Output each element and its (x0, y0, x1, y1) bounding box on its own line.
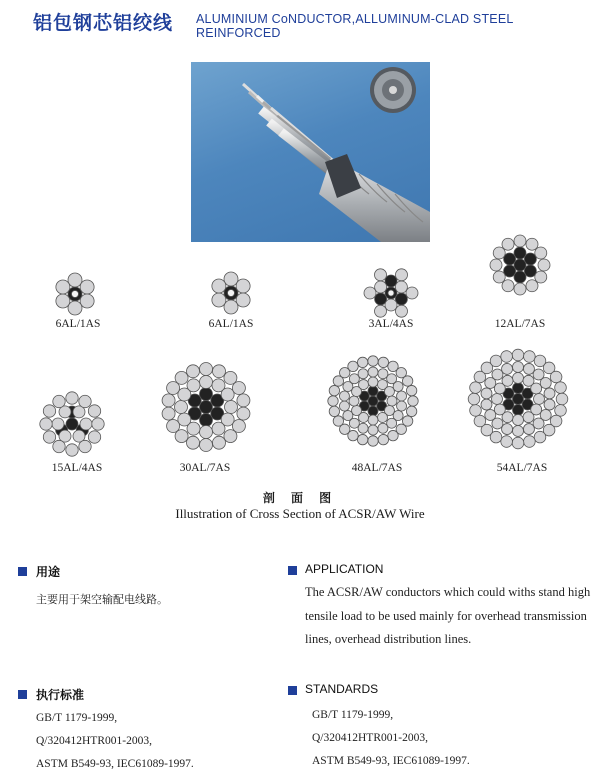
cross-section-title-cn: 剖 面 图 (262, 491, 338, 505)
aluminium-wire (526, 238, 538, 250)
aluminium-wire (237, 407, 250, 420)
aluminium-wire (490, 355, 502, 367)
aluminium-wire (378, 412, 388, 422)
aluminium-wire (349, 374, 359, 384)
aluminium-wire (538, 259, 550, 271)
steel-wire (395, 293, 407, 305)
aluminium-wire (187, 436, 200, 449)
aluminium-wire (378, 369, 388, 379)
steel-wire (524, 253, 536, 265)
title-english: ALUMINIUM CoNDUCTOR,ALLUMINUM-CLAD STEEL REINFORCED (196, 12, 514, 40)
aluminium-wire (523, 424, 534, 435)
aluminium-wire (339, 401, 349, 411)
aluminium-wire (393, 382, 403, 392)
aluminium-wire (162, 407, 175, 420)
aluminium-wire (368, 377, 378, 387)
aluminium-wire (358, 369, 368, 379)
aluminium-wire (40, 418, 52, 430)
aluminium-wire (53, 395, 65, 407)
aluminium-wire (364, 287, 376, 299)
aluminium-wire (388, 430, 398, 440)
aluminium-wire (187, 379, 200, 392)
aluminium-wire (406, 385, 416, 395)
aluminium-wire (368, 367, 378, 377)
aluminium-wire (88, 405, 100, 417)
aluminium-wire (212, 422, 225, 435)
aluminium-wire (43, 405, 55, 417)
cross-section-inset-icon (369, 66, 417, 114)
steel-wire (504, 253, 516, 265)
steel-wire-highlight (228, 290, 235, 297)
aluminium-wire (378, 357, 388, 367)
steel-wire-highlight (72, 291, 79, 298)
aluminium-wire (502, 238, 514, 250)
aluminium-wire (481, 399, 492, 410)
aluminium-wire (481, 388, 492, 399)
aluminium-wire (66, 444, 78, 456)
aluminium-wire (468, 393, 480, 405)
steel-wire (513, 394, 524, 405)
standards-heading-cn: 执行标准 (36, 688, 85, 702)
aluminium-wire (80, 418, 92, 430)
cross-section-label: 15AL/4AS (51, 462, 103, 474)
aluminium-wire (512, 437, 524, 449)
steel-wire (514, 271, 526, 283)
standard-line: GB/T 1179-1999, (312, 709, 394, 721)
steel-wire (513, 383, 524, 394)
aluminium-wire (534, 431, 546, 443)
cross-section-label: 6AL/1AS (208, 318, 254, 330)
aluminium-wire (396, 269, 408, 281)
aluminium-wire (224, 272, 238, 286)
aluminium-wire (329, 406, 339, 416)
cross-section-label: 48AL/7AS (351, 462, 403, 474)
aluminium-wire (494, 404, 505, 415)
aluminium-wire (470, 405, 482, 417)
aluminium-wire (387, 396, 397, 406)
aluminium-wire (328, 396, 338, 406)
aluminium-wire (385, 299, 397, 311)
aluminium-wire (514, 283, 526, 295)
cross-section-label: 12AL/7AS (494, 318, 546, 330)
steel-wire (385, 275, 397, 287)
aluminium-wire (368, 415, 378, 425)
aluminium-wire (544, 399, 555, 410)
aluminium-wire (68, 273, 82, 287)
aluminium-wire (535, 271, 547, 283)
aluminium-wire (533, 418, 544, 429)
aluminium-wire (375, 305, 387, 317)
aluminium-wire (349, 396, 359, 406)
steel-wire (504, 265, 516, 277)
aluminium-wire (493, 271, 505, 283)
aluminium-wire (524, 436, 536, 448)
aluminium-wire (555, 405, 567, 417)
cross-section-diagrams (0, 225, 600, 495)
aluminium-wire (397, 391, 407, 401)
steel-wire (514, 259, 526, 271)
aluminium-wire (485, 410, 496, 421)
aluminium-wire (531, 383, 542, 394)
standard-line: GB/T 1179-1999, (36, 712, 118, 724)
aluminium-wire (501, 436, 513, 448)
steel-wire (200, 414, 213, 427)
aluminium-wire (544, 388, 555, 399)
bullet-square-icon (18, 690, 27, 699)
aluminium-wire (212, 436, 225, 449)
aluminium-wire (514, 235, 526, 247)
aluminium-wire (359, 380, 369, 390)
aluminium-wire (212, 365, 225, 378)
aluminium-wire (92, 418, 104, 430)
aluminium-wire (43, 431, 55, 443)
aluminium-wire (470, 382, 482, 394)
aluminium-wire (492, 394, 503, 405)
steel-wire (200, 401, 213, 414)
cross-section-label: 54AL/7AS (496, 462, 548, 474)
aluminium-wire (56, 294, 70, 308)
aluminium-wire (513, 415, 524, 426)
aluminium-wire (200, 426, 213, 439)
standard-line: Q/320412HTR001-2003, (36, 735, 152, 747)
aluminium-wire (502, 280, 514, 292)
aluminium-wire (79, 440, 91, 452)
aluminium-wire (212, 279, 226, 293)
aluminium-wire (397, 401, 407, 411)
aluminium-wire (368, 356, 378, 366)
aluminium-wire (502, 424, 513, 435)
aluminium-wire (402, 376, 412, 386)
aluminium-wire (395, 281, 407, 293)
aluminium-wire (523, 412, 534, 423)
aluminium-wire (167, 420, 180, 433)
aluminium-wire (535, 247, 547, 259)
aluminium-wire (175, 371, 188, 384)
aluminium-wire (79, 395, 91, 407)
aluminium-wire (200, 363, 213, 376)
aluminium-wire (501, 351, 513, 363)
cross-section-label: 3AL/4AS (368, 318, 414, 330)
standard-line: ASTM B549-93, IEC61089-1997. (312, 755, 470, 767)
aluminium-wire (224, 430, 237, 443)
aluminium-wire (368, 425, 378, 435)
aluminium-wire (66, 392, 78, 404)
aluminium-wire (225, 401, 238, 414)
standard-line: Q/320412HTR001-2003, (312, 732, 428, 744)
steel-wire (375, 293, 387, 305)
aluminium-wire (490, 259, 502, 271)
aluminium-wire (237, 394, 250, 407)
aluminium-wire (224, 300, 238, 314)
steel-wire (200, 388, 213, 401)
aluminium-wire (200, 439, 213, 452)
aluminium-wire (493, 247, 505, 259)
aluminium-wire (200, 376, 213, 389)
aluminium-wire (526, 280, 538, 292)
steel-wire-highlight (388, 290, 394, 296)
aluminium-wire (513, 426, 524, 437)
steel-wire (66, 418, 78, 430)
application-body-cn: 主要用于架空输配电线路。 (36, 593, 168, 606)
aluminium-wire (375, 269, 387, 281)
aluminium-wire (513, 373, 524, 384)
aluminium-wire (221, 388, 234, 401)
aluminium-wire (68, 301, 82, 315)
aluminium-wire (162, 394, 175, 407)
aluminium-wire (556, 393, 568, 405)
bullet-square-icon (288, 566, 297, 575)
aluminium-wire (502, 363, 513, 374)
aluminium-wire (80, 294, 94, 308)
aluminium-wire (333, 416, 343, 426)
aluminium-wire (492, 369, 503, 380)
aluminium-wire (175, 401, 188, 414)
application-heading-en: APPLICATION (305, 562, 384, 576)
aluminium-wire (368, 436, 378, 446)
aluminium-wire (540, 378, 551, 389)
aluminium-wire (232, 382, 245, 395)
cross-section-label: 30AL/7AS (179, 462, 231, 474)
aluminium-wire (178, 413, 191, 426)
aluminium-wire (387, 418, 397, 428)
aluminium-wire (88, 431, 100, 443)
aluminium-wire (56, 280, 70, 294)
title-chinese: 铝包钢芯铝绞线 (33, 12, 174, 34)
bullet-square-icon (288, 686, 297, 695)
aluminium-wire (339, 391, 349, 401)
aluminium-wire (358, 423, 368, 433)
aluminium-wire (406, 406, 416, 416)
aluminium-wire (53, 440, 65, 452)
aluminium-wire (523, 363, 534, 374)
aluminium-wire (555, 382, 567, 394)
aluminium-wire (343, 411, 353, 421)
aluminium-wire (378, 423, 388, 433)
steel-wire (514, 247, 526, 259)
bullet-square-icon (18, 567, 27, 576)
aluminium-wire (212, 293, 226, 307)
application-heading-cn: 用途 (36, 565, 61, 579)
aluminium-wire (406, 287, 418, 299)
aluminium-wire (187, 365, 200, 378)
aluminium-wire (534, 394, 545, 405)
aluminium-wire (513, 362, 524, 373)
aluminium-wire (524, 351, 536, 363)
standards-heading-en: STANDARDS (305, 682, 379, 696)
cross-section-title-en: Illustration of Cross Section of ACSR/AW Wire (175, 506, 425, 521)
steel-wire (513, 405, 524, 416)
aluminium-wire (396, 305, 408, 317)
aluminium-wire (408, 396, 418, 406)
aluminium-wire (502, 375, 513, 386)
aluminium-wire (329, 385, 339, 395)
aluminium-wire (375, 281, 387, 293)
application-body-en: The ACSR/AW conductors which could withs stand high tensile load to be used mainly for overhead transmission lines, overhead distribution lines. (305, 585, 591, 646)
aluminium-wire (80, 280, 94, 294)
aluminium-wire (357, 357, 367, 367)
aluminium-wire (512, 349, 524, 361)
aluminium-wire (474, 415, 486, 427)
aluminium-wire (378, 434, 388, 444)
steel-wire (524, 265, 536, 277)
aluminium-wire (357, 434, 367, 444)
aluminium-wire (550, 371, 562, 383)
cross-section-label: 6AL/1AS (55, 318, 101, 330)
standard-line: ASTM B549-93, IEC61089-1997. (36, 758, 194, 770)
aluminium-wire (348, 361, 358, 371)
aluminium-wire (236, 279, 250, 293)
aluminium-wire (52, 418, 64, 430)
aluminium-wire (236, 293, 250, 307)
